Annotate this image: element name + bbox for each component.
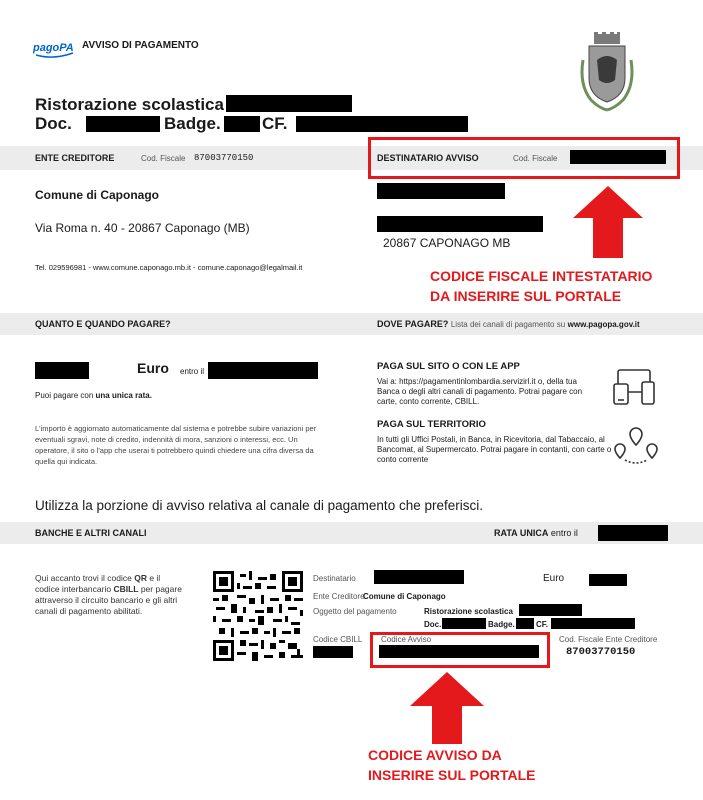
rate-bold: RATA UNICA bbox=[494, 528, 549, 538]
single-payment-bold: una unica rata. bbox=[95, 391, 152, 400]
cf-ente-label: Cod. Fiscale Ente Creditore bbox=[559, 635, 658, 644]
ente-value: Comune di Caponago bbox=[363, 592, 446, 601]
oggetto-label: Oggetto del pagamento bbox=[313, 607, 397, 616]
amount-notice: L'importo è aggiornato automaticamente dal sistema e potrebbe subire variazioni per eventuali sgravi, note di credito, indennità di mora, sanzioni o interessi, ecc. Un operatore, il sito o l'app che userai ti potrebbero quindi chiedere una cifra diversa da quella qui indicata. bbox=[35, 424, 317, 466]
rate-rest: entro il bbox=[550, 528, 578, 538]
redacted-block bbox=[377, 183, 505, 199]
creditor-contacts: Tel. 029596981 - www.comune.caponago.mb.it - comune.caponago@legalmail.it bbox=[35, 263, 303, 272]
bank-label: BANCHE E ALTRI CANALI bbox=[35, 528, 147, 538]
single-payment-text bbox=[35, 391, 152, 400]
redacted-block bbox=[516, 618, 534, 629]
where-label: DOVE PAGARE? bbox=[377, 319, 449, 329]
bank-euro-label: Euro bbox=[543, 573, 565, 584]
highlight-box-recipient-cf bbox=[368, 137, 680, 179]
single-payment-prefix: Puoi pagare con bbox=[35, 391, 94, 400]
where-text: Lista dei canali di pagamento su bbox=[450, 320, 566, 329]
territory-text: In tutti gli Uffici Postali, in Banca, in Ricevitoria, dal Tabaccaio, al Bancomat, al Supermercato. Potrai pagare in contanti, con carte o conto corrente bbox=[377, 435, 612, 464]
redacted-block bbox=[519, 604, 582, 616]
highlight-box-codice-avviso bbox=[370, 632, 550, 668]
oggetto-cf: CF. bbox=[536, 620, 548, 629]
cf-ente-value: 87003770150 bbox=[566, 646, 636, 658]
annotation-bottom-line1: CODICE AVVISO DA bbox=[368, 747, 502, 763]
devices-icon bbox=[612, 368, 658, 406]
redacted-block bbox=[313, 646, 353, 658]
redacted-block bbox=[377, 216, 543, 232]
where-wrap bbox=[377, 319, 640, 329]
bank-desc-part: per pagare attraverso il circuito bancario e gli altri canali di pagamento abilitati. bbox=[35, 584, 182, 616]
creditor-name: Comune di Caponago bbox=[35, 188, 159, 202]
redacted-block bbox=[374, 570, 464, 584]
oggetto-badge: Badge. bbox=[488, 620, 515, 629]
redacted-block bbox=[296, 116, 468, 132]
creditor-address: Via Roma n. 40 - 20867 Caponago (MB) bbox=[35, 221, 250, 235]
document-title: AVVISO DI PAGAMENTO bbox=[82, 40, 199, 51]
bank-desc-part: e il codice interbancario bbox=[35, 573, 161, 594]
bank-desc-qr: QR bbox=[134, 573, 147, 583]
redacted-block bbox=[35, 362, 89, 379]
recipient-label: DESTINATARIO AVVISO bbox=[377, 153, 479, 163]
creditor-label: ENTE CREDITORE bbox=[35, 153, 115, 163]
redacted-block bbox=[226, 95, 352, 112]
online-text: Vai a: https://pagamentinlombardia.servizirl.it o, della tua Banca o degli altri canali di pagamento. Potrai pagare con carte, conto corrente, CBILL. bbox=[377, 377, 583, 406]
redacted-block bbox=[589, 574, 627, 586]
bank-desc-part: Qui accanto trovi il codice bbox=[35, 573, 135, 583]
bank-desc-cbill: CBILL bbox=[113, 584, 139, 594]
avviso-label: Codice Avviso bbox=[381, 635, 432, 644]
oggetto-doc: Doc. bbox=[424, 620, 442, 629]
oggetto-value: Ristorazione scolastica bbox=[424, 607, 513, 616]
instruction-text: Utilizza la porzione di avviso relativa al canale di pagamento che preferisci. bbox=[35, 498, 483, 513]
annotation-top-line1: CODICE FISCALE INTESTATARIO bbox=[430, 268, 653, 284]
redacted-block bbox=[208, 362, 318, 379]
svg-text:pagoPA: pagoPA bbox=[33, 42, 74, 54]
redacted-block bbox=[224, 116, 260, 132]
arrow-up-icon bbox=[410, 672, 484, 744]
where-link[interactable]: www.pagopa.gov.it bbox=[567, 320, 640, 329]
map-pins-icon bbox=[612, 424, 660, 466]
when-label: QUANTO E QUANDO PAGARE? bbox=[35, 319, 171, 329]
recipient-cf-label: Cod. Fiscale bbox=[513, 154, 558, 163]
subject-line-1: Ristorazione scolastica bbox=[35, 95, 224, 114]
bank-description bbox=[35, 573, 183, 617]
cbill-label: Codice CBILL bbox=[313, 635, 363, 644]
redacted-block bbox=[442, 618, 486, 629]
creditor-cf-value: 87003770150 bbox=[194, 153, 254, 163]
redacted-block bbox=[86, 116, 160, 132]
amount-euro-label: Euro bbox=[137, 360, 169, 376]
coat-of-arms-icon bbox=[577, 30, 637, 114]
amount-entro-label: entro il bbox=[180, 367, 205, 376]
ente-label: Ente Creditore bbox=[313, 592, 365, 601]
annotation-top-line2: DA INSERIRE SUL PORTALE bbox=[430, 288, 622, 304]
redacted-block bbox=[598, 525, 668, 541]
redacted-block bbox=[551, 618, 635, 629]
rate-wrap bbox=[494, 528, 578, 538]
subject-doc-label: Doc. bbox=[35, 114, 72, 133]
qr-code-icon bbox=[213, 571, 303, 661]
online-title: PAGA SUL SITO O CON LE APP bbox=[377, 361, 520, 372]
annotation-bottom-line2: INSERIRE SUL PORTALE bbox=[368, 767, 536, 783]
destinatario-label: Destinatario bbox=[313, 574, 356, 583]
arrow-up-icon bbox=[573, 186, 643, 258]
pagopa-logo-icon bbox=[33, 38, 79, 60]
subject-cf-label: CF. bbox=[262, 114, 288, 133]
subject-badge-label: Badge. bbox=[164, 114, 221, 133]
recipient-city: 20867 CAPONAGO MB bbox=[383, 236, 511, 250]
creditor-cf-label: Cod. Fiscale bbox=[141, 154, 186, 163]
territory-title: PAGA SUL TERRITORIO bbox=[377, 419, 486, 430]
